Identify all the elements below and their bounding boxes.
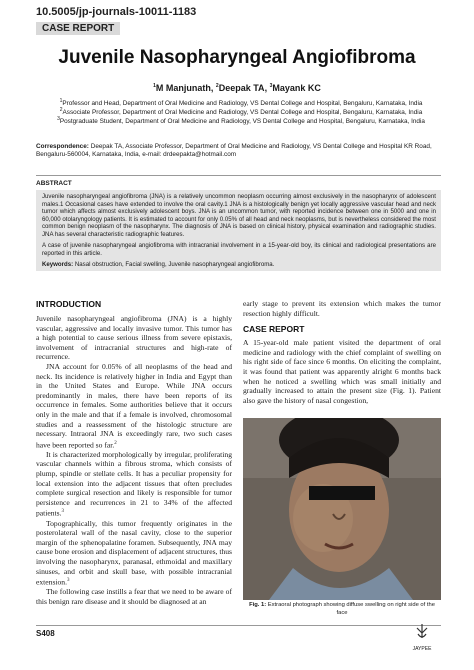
affiliation-sup: 2 [59,107,63,113]
author-list: $^1$M Manjunath, $^2$Deepak TA, $^3$Mayank KC [153,83,321,93]
affiliation-text: Professor and Head, Department of Oral Medicine and Radiology, VS Dental College and Hospital, Bengaluru, Karnataka, India [62,100,423,108]
body-paragraph: The following case instills a fear that we need to be aware of this benign rare disease and it should be diagnosed at an [36,587,232,606]
paragraph-text: JNA account for 0.05% of all neoplasms of the head and neck. Its incidence is relatively higher in India and Egypt than in the United States and Europe. While JNA occurs predominantly in males, there have been reports of its occurrence in females. Some authorities believe that it occurs only in the male and that if a female is involved, chromosomal studies and a reassessment of the histologic structure are necessary. Intraoral JNA is exceedingly rare, two such cases have been reported so far. [36,361,232,450]
citation-ref: 2 [114,440,117,446]
doi: 10.5005/jp-journals-10011-1183 [36,6,197,18]
left-column [36,299,232,606]
article-type-badge: CASE REPORT [36,22,120,35]
article-title: Juvenile Nasopharyngeal Angiofibroma [58,47,416,68]
author-name: M Manjunath [155,83,211,93]
figure-label: Fig. 1: [249,602,267,608]
figure-caption-text: Extraoral photograph showing diffuse swelling on right side of the face [267,602,435,616]
abstract-heading: ABSTRACT [36,180,72,187]
face-illustration [243,418,441,600]
publisher-name: JAYPEE [412,646,432,652]
paragraph-text: Topographically, this tumor frequently originates in the posterolateral wall of the nasal cavity, close to the superior margin of the sphenopalatine foramen. Subsequently, JNA may cause bone erosion and displacement of adjacent structures, thus involving the nasopharynx, paranasal, ethmoidal and maxillary sinuses, and orbit and skull base, with possible intracranial extension. [36,518,232,587]
publisher-logo [402,624,442,652]
divider [36,175,441,176]
keywords [42,261,436,268]
publisher-logo-icon [415,624,429,644]
author-sup: 1 [153,83,156,89]
keywords-label: Keywords: [42,261,74,268]
patient-photograph [243,418,441,600]
abstract-paragraph: A case of juvenile nasopharyngeal angiofibroma with intracranial involvement in a 15-year-old boy, its clinical and radiological presentations are reported in this article. [42,242,436,257]
affiliation-sup: 1 [59,98,63,104]
correspondence-text: Deepak TA, Associate Professor, Department of Oral Medicine and Radiology, VS Dental College and Hospital KR Road, Bengaluru-560004, Karnataka, India, e-mail: drdeepakta@hotmail.com [36,143,432,158]
keywords-text: Nasal obstruction, Facial swelling, Juvenile nasopharyngeal angiofibroma. [74,261,275,268]
abstract-paragraph: Juvenile nasopharyngeal angiofibroma (JNA) is a relatively uncommon neoplasm occurring almost exclusively in the nasopharynx of adolescent males.1 Occasional cases have extended to involve the oral cavity.1 JNA is a histologically benign yet locally aggressive vascular head and neck tumor which affects almost exclusively adolescent boys. JNA is an uncommon tumor, with reported incidence between one in 5000 and one in 60,000 otolaryngology patients. It is estimated to account for only 0.05% of all head and neck neoplasms, but is nevertheless considered the most common benign neoplasm of the nasopharynx. The diagnosis of JNA is based on clinical history, physical examination and radiographic studies. JNA has several characteristic radiographic features. [42,193,436,238]
footer-divider [36,625,441,626]
correspondence [36,143,441,159]
body-paragraph [36,362,232,450]
affiliation-sup: 3 [57,116,60,122]
author-sup: 3 [269,83,273,89]
correspondence-label: Correspondence: [36,143,89,150]
citation-ref: 3 [61,509,65,515]
author-name: Mayank KC [272,83,321,93]
paragraph-text: It is characterized morphologically by irregular, proliferating vascular channels within a fibrous stroma, which consists of plump, spindle or stellate cells. It has a peculiar propensity for local extension into the adjacent tissues that often precludes complete surgical resection and likely is responsible for tumor persistence and recurrences in 21 to 34% of the affected patients. [36,449,232,518]
body-paragraph: early stage to prevent its extension which makes the tumor resection highly difficult. [243,299,441,318]
section-heading: INTRODUCTION [36,299,102,309]
body-paragraph: Juvenile nasopharyngeal angiofibroma (JNA) is a highly vascular, aggressive and locally invasive tumor. This tumor has a high potential to cause serious illness from severe epistaxis, involvement of intracranial structures and high-rate of recurrence. [36,314,232,362]
page-number: S408 [36,629,55,638]
affiliation [36,115,446,126]
body-paragraph: A 15-year-old male patient visited the department of oral medicine and radiology with the chief complaint of swelling on his right side of face since 6 months. On eliciting the complaint, it was found that patient was apparently alright 6 months back when he noticed a swelling which was small initially and gradually increased to attain the present size (Fig. 1). Patient also gave the history of nasal congestion, [243,338,441,405]
body-paragraph [36,519,232,588]
section-heading: CASE REPORT [243,324,305,335]
citation-ref: 3 [67,578,70,584]
author-name: Deepak TA [218,83,265,93]
figure-caption [243,602,441,617]
body-paragraph [36,450,232,519]
affiliation-text: Associate Professor, Department of Oral Medicine and Radiology, VS Dental College and Hospital, Bengaluru, Karnataka, India [62,109,423,117]
right-column [243,299,441,405]
author-sup: 2 [215,83,219,89]
affiliation-text: Postgraduate Student, Department of Oral Medicine and Radiology, VS Dental College and Hospital, Bengaluru, Karnataka, India [59,118,425,126]
